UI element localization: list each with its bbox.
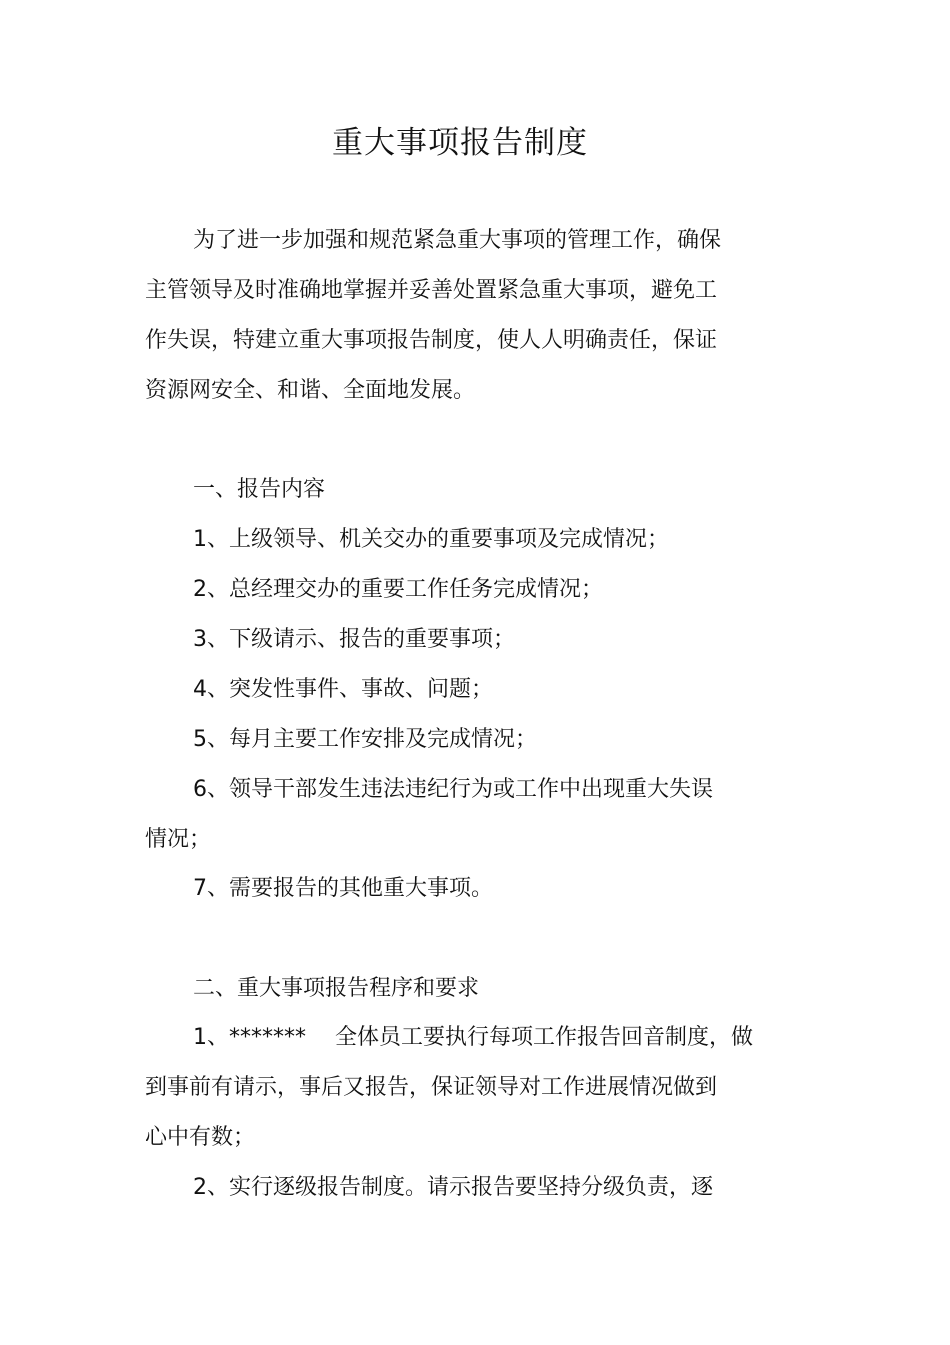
list-item: 7、需要报告的其他重大事项。 xyxy=(193,876,493,901)
list-item: 3、下级请示、报告的重要事项； xyxy=(193,627,515,652)
list-item: 2、总经理交办的重要工作任务完成情况； xyxy=(193,577,603,602)
section-heading: 二、重大事项报告程序和要求 xyxy=(193,976,480,1001)
list-item: 1、上级领导、机关交办的重要事项及完成情况； xyxy=(193,527,669,552)
list-item-continuation: 到事前有请示，事后又报告，保证领导对工作进展情况做到 xyxy=(145,1075,718,1100)
intro-line: 为了进一步加强和规范紧急重大事项的管理工作，确保 xyxy=(193,228,722,253)
intro-line: 主管领导及时准确地掌握并妥善处置紧急重大事项，避免工 xyxy=(145,278,718,303)
document-title: 重大事项报告制度 xyxy=(332,125,588,161)
list-item-continuation: 情况； xyxy=(145,827,212,852)
intro-line: 资源网安全、和谐、全面地发展。 xyxy=(145,378,476,403)
list-item: 5、每月主要工作安排及完成情况； xyxy=(193,727,537,752)
list-item: 4、突发性事件、事故、问题； xyxy=(193,677,493,702)
list-item: 2、实行逐级报告制度。请示报告要坚持分级负责，逐 xyxy=(193,1175,713,1200)
list-item: 1、******* 全体员工要执行每项工作报告回音制度，做 xyxy=(193,1025,753,1050)
list-item: 6、领导干部发生违法违纪行为或工作中出现重大失误 xyxy=(193,777,713,802)
intro-line: 作失误，特建立重大事项报告制度，使人人明确责任，保证 xyxy=(145,328,718,353)
list-item-continuation: 心中有数； xyxy=(145,1125,256,1150)
section-heading: 一、报告内容 xyxy=(193,477,326,502)
